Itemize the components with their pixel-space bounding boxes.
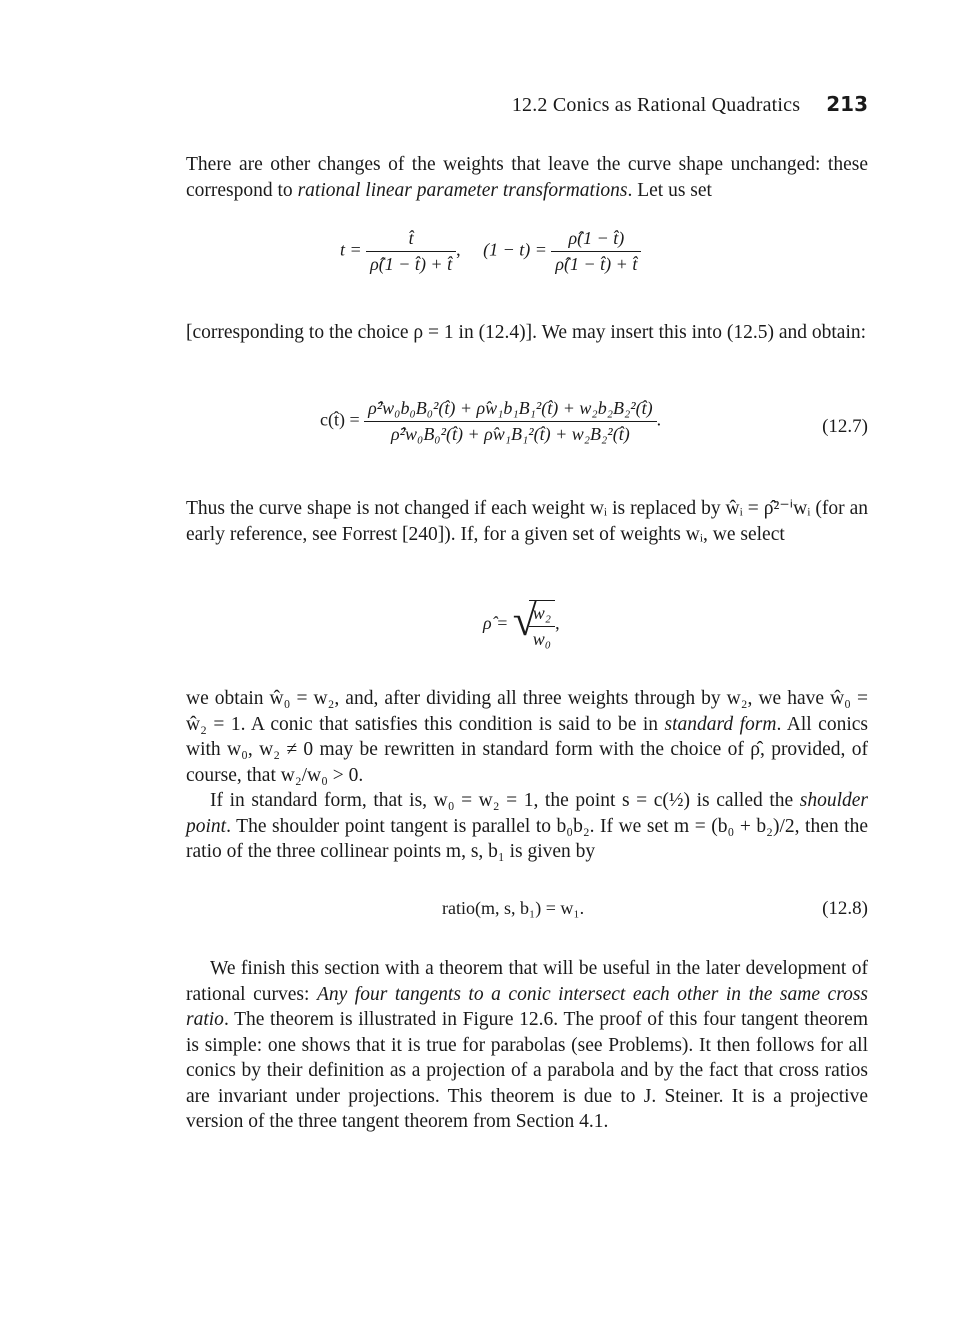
page-number: 213 <box>826 92 868 116</box>
eq-127-lhs: c(t̂) = <box>320 409 360 430</box>
eq-127-number: (12.7) <box>822 416 868 437</box>
eq-128-number: (12.8) <box>822 898 868 919</box>
paragraph-1 <box>186 152 868 203</box>
equation-12-7 <box>186 398 868 458</box>
eq-rho-numerator: w₂ <box>529 603 555 627</box>
paragraph-3 <box>186 496 868 547</box>
square-root <box>512 596 555 650</box>
paragraph-5-text-a: If in standard form, that is, w₀ = w₂ = 1, the point s = c(½) is called the <box>210 790 800 811</box>
paragraph-1-text-a: There are other changes of the weights that leave the curve shape unchanged: these correspond to <box>186 154 868 201</box>
eq-127-fraction <box>364 398 656 445</box>
paragraph-5 <box>186 788 868 865</box>
paragraph-5-text-b: . The shoulder point tangent is parallel to b₀b₂. If we set m = (b₀ + b₂)/2, then the ratio of the three collinear points m, s, b₁ is given by <box>186 815 868 862</box>
running-header <box>186 92 868 122</box>
equation-parameter-transform <box>340 228 641 275</box>
equation-rho-hat <box>483 596 560 650</box>
eq-rho-lhs: ρ̂ = <box>483 613 509 634</box>
paragraph-5-emphasis: shoulder point <box>186 790 868 837</box>
paragraph-4-emphasis: standard form <box>664 713 777 735</box>
paragraph-6 <box>186 956 868 1135</box>
radical-sign: √ <box>512 596 537 645</box>
eq-t-lhs: t = <box>340 239 362 260</box>
eq-rho-end: , <box>555 613 560 634</box>
eq-128-expression: ratio(m, s, b₁) = w₁. <box>442 898 585 918</box>
eq-t-fraction-2 <box>551 228 641 275</box>
eq-t-denominator-2: ρ̂(1 − t̂) + t̂ <box>555 254 638 274</box>
paragraph-2 <box>186 320 868 346</box>
paragraph-4-text-b: . All conics with w₀, w₂ ≠ 0 may be rewritten in standard form with the choice of ρ̂, provided, of course, that w₂/w₀ > 0. <box>186 713 868 786</box>
paragraph-4-text-a: we obtain ŵ₀ = w₂, and, after dividing all three weights through by w₂, we have ŵ₀ = ŵ₂ = 1. A conic that satisfies this condition is said to be in <box>186 688 868 735</box>
eq-127-numerator: ρ̂²w₀b₀B₀²(t̂) + ρ̂w₁b₁B₁²(t̂) + w₂b₂B₂²(t̂) <box>364 398 656 422</box>
section-title: 12.2 Conics as Rational Quadratics <box>511 94 801 116</box>
eq-t-numerator-2: ρ̂(1 − t̂) <box>551 228 641 252</box>
eq-t-lhs-2: (1 − t) = <box>483 239 547 260</box>
paragraph-1-emphasis: rational linear parameter transformations <box>297 179 628 201</box>
paragraph-4 <box>186 686 868 788</box>
eq-t-separator: , <box>456 239 461 260</box>
paragraph-3-text: Thus the curve shape is not changed if each weight wᵢ is replaced by ŵᵢ = ρ̂²⁻ⁱwᵢ (for an early reference, see Forrest [240]). If, for a given set of weights wᵢ, we select <box>186 498 868 545</box>
eq-rho-denominator: w₀ <box>532 629 552 649</box>
eq-t-fraction-1 <box>366 228 456 275</box>
eq-t-denominator-1: ρ̂(1 − t̂) + t̂ <box>370 254 453 274</box>
eq-127-end: . <box>656 409 662 430</box>
equation-12-8 <box>186 898 868 928</box>
paragraph-6-text-b: . The theorem is illustrated in Figure 12.6. The proof of this four tangent theorem is simple: one shows that it is true for parabolas (see Problems). It then follows for all conics by their definition as a projection of a parabola and by the fact that cross ratios are invariant under projections. This theorem is due to J. Steiner. It is a projective version of the three tangent theorem from Section 4.1. <box>186 1009 868 1132</box>
eq-t-numerator-1: t̂ <box>366 228 456 252</box>
paragraph-1-text-b: . Let us set <box>627 179 712 201</box>
paragraph-6-emphasis: Any four tangents to a conic intersect each other in the same cross ratio <box>186 983 868 1030</box>
paragraph-2-text: [corresponding to the choice ρ = 1 in (12.4)]. We may insert this into (12.5) and obtain: <box>186 322 867 343</box>
paragraph-6-text-a: We finish this section with a theorem that will be useful in the later development of rational curves: <box>186 958 868 1005</box>
eq-127-denominator: ρ̂²w₀B₀²(t̂) + ρ̂w₁B₁²(t̂) + w₂B₂²(t̂) <box>391 424 630 444</box>
